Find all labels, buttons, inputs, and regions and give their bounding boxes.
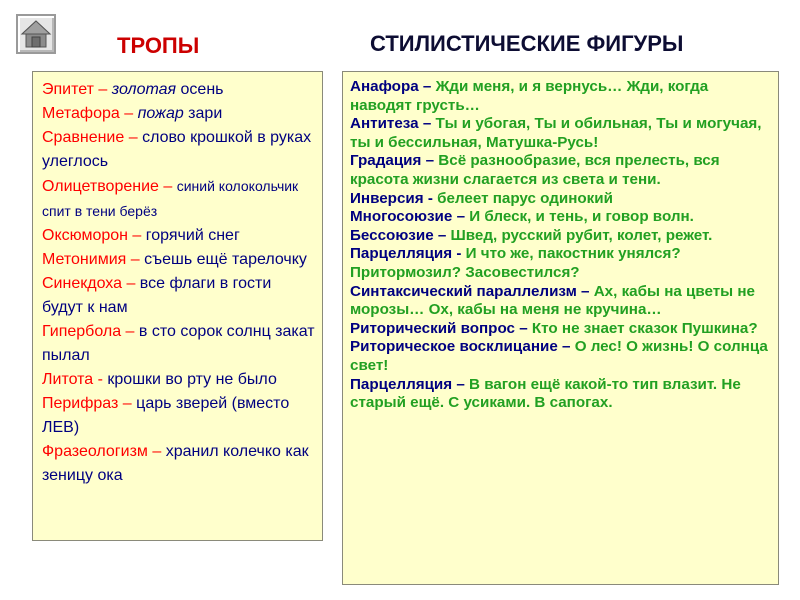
- trope-entry: Эпитет – золотая осень: [42, 81, 224, 98]
- figure-entry: Многосоюзие – И блеск, и тень, и говор волн.: [350, 208, 694, 226]
- figure-entry: Антитеза – Ты и убогая, Ты и обильная, Ты и могучая, ты и бессильная, Матушка-Русь!: [350, 115, 762, 151]
- trope-entry: Сравнение – слово крошкой в руках улеглось: [42, 129, 312, 170]
- tropes-heading: ТРОПЫ: [117, 33, 200, 58]
- figures-heading: СТИЛИСТИЧЕСКИЕ ФИГУРЫ: [370, 31, 684, 56]
- trope-entry: Синекдоха – все флаги в гости будут к нам: [42, 275, 272, 316]
- tropes-panel: [32, 71, 323, 541]
- figure-entry: Градация – Всё разнообразие, вся прелесть, вся красота жизни слагается из света и тени.: [350, 152, 720, 188]
- figure-entry: Синтаксический параллелизм – Ах, кабы на цветы не морозы… Ох, кабы на меня не кручина…: [350, 282, 755, 319]
- trope-entry: Оксюморон – горячий снег: [42, 227, 240, 244]
- trope-entry: Литота - крошки во рту не было: [42, 371, 277, 388]
- trope-entry: Олицетворение – синий колокольчик спит в тени берёз: [42, 178, 299, 219]
- figure-entry: Риторический вопрос – Кто не знает сказок Пушкина?: [350, 319, 758, 337]
- home-button[interactable]: [16, 14, 56, 54]
- figures-panel: [342, 71, 779, 585]
- figure-entry: Риторическое восклицание – О лес! О жизнь! О солнца свет!: [350, 338, 768, 374]
- tropes-list: [42, 78, 316, 488]
- figure-entry: Бессоюзие – Швед, русский рубит, колет, режет.: [350, 226, 713, 244]
- figure-entry: Парцелляция - И что же, пакостник унялся? Притормозил? Засовестился?: [350, 245, 681, 281]
- trope-entry: Фразеологизм – хранил колечко как зеницу ока: [42, 443, 309, 484]
- figure-entry: Инверсия - белеет парус одинокий: [350, 189, 613, 207]
- figure-entry: Анафора – Жди меня, и я вернусь… Жди, когда наводят грусть…: [350, 78, 709, 114]
- trope-entry: Метонимия – съешь ещё тарелочку: [42, 251, 307, 268]
- figures-list: [350, 78, 770, 413]
- trope-entry: Метафора – пожар зари: [42, 105, 223, 122]
- trope-entry: Перифраз – царь зверей (вместо ЛЕВ): [42, 395, 290, 436]
- figure-entry: Парцелляция – В вагон ещё какой-то тип влазит. Не старый ещё. С усиками. В сапогах.: [350, 375, 741, 412]
- home-icon: [20, 18, 52, 50]
- trope-entry: Гипербола – в сто сорок солнц закат пылал: [42, 323, 315, 364]
